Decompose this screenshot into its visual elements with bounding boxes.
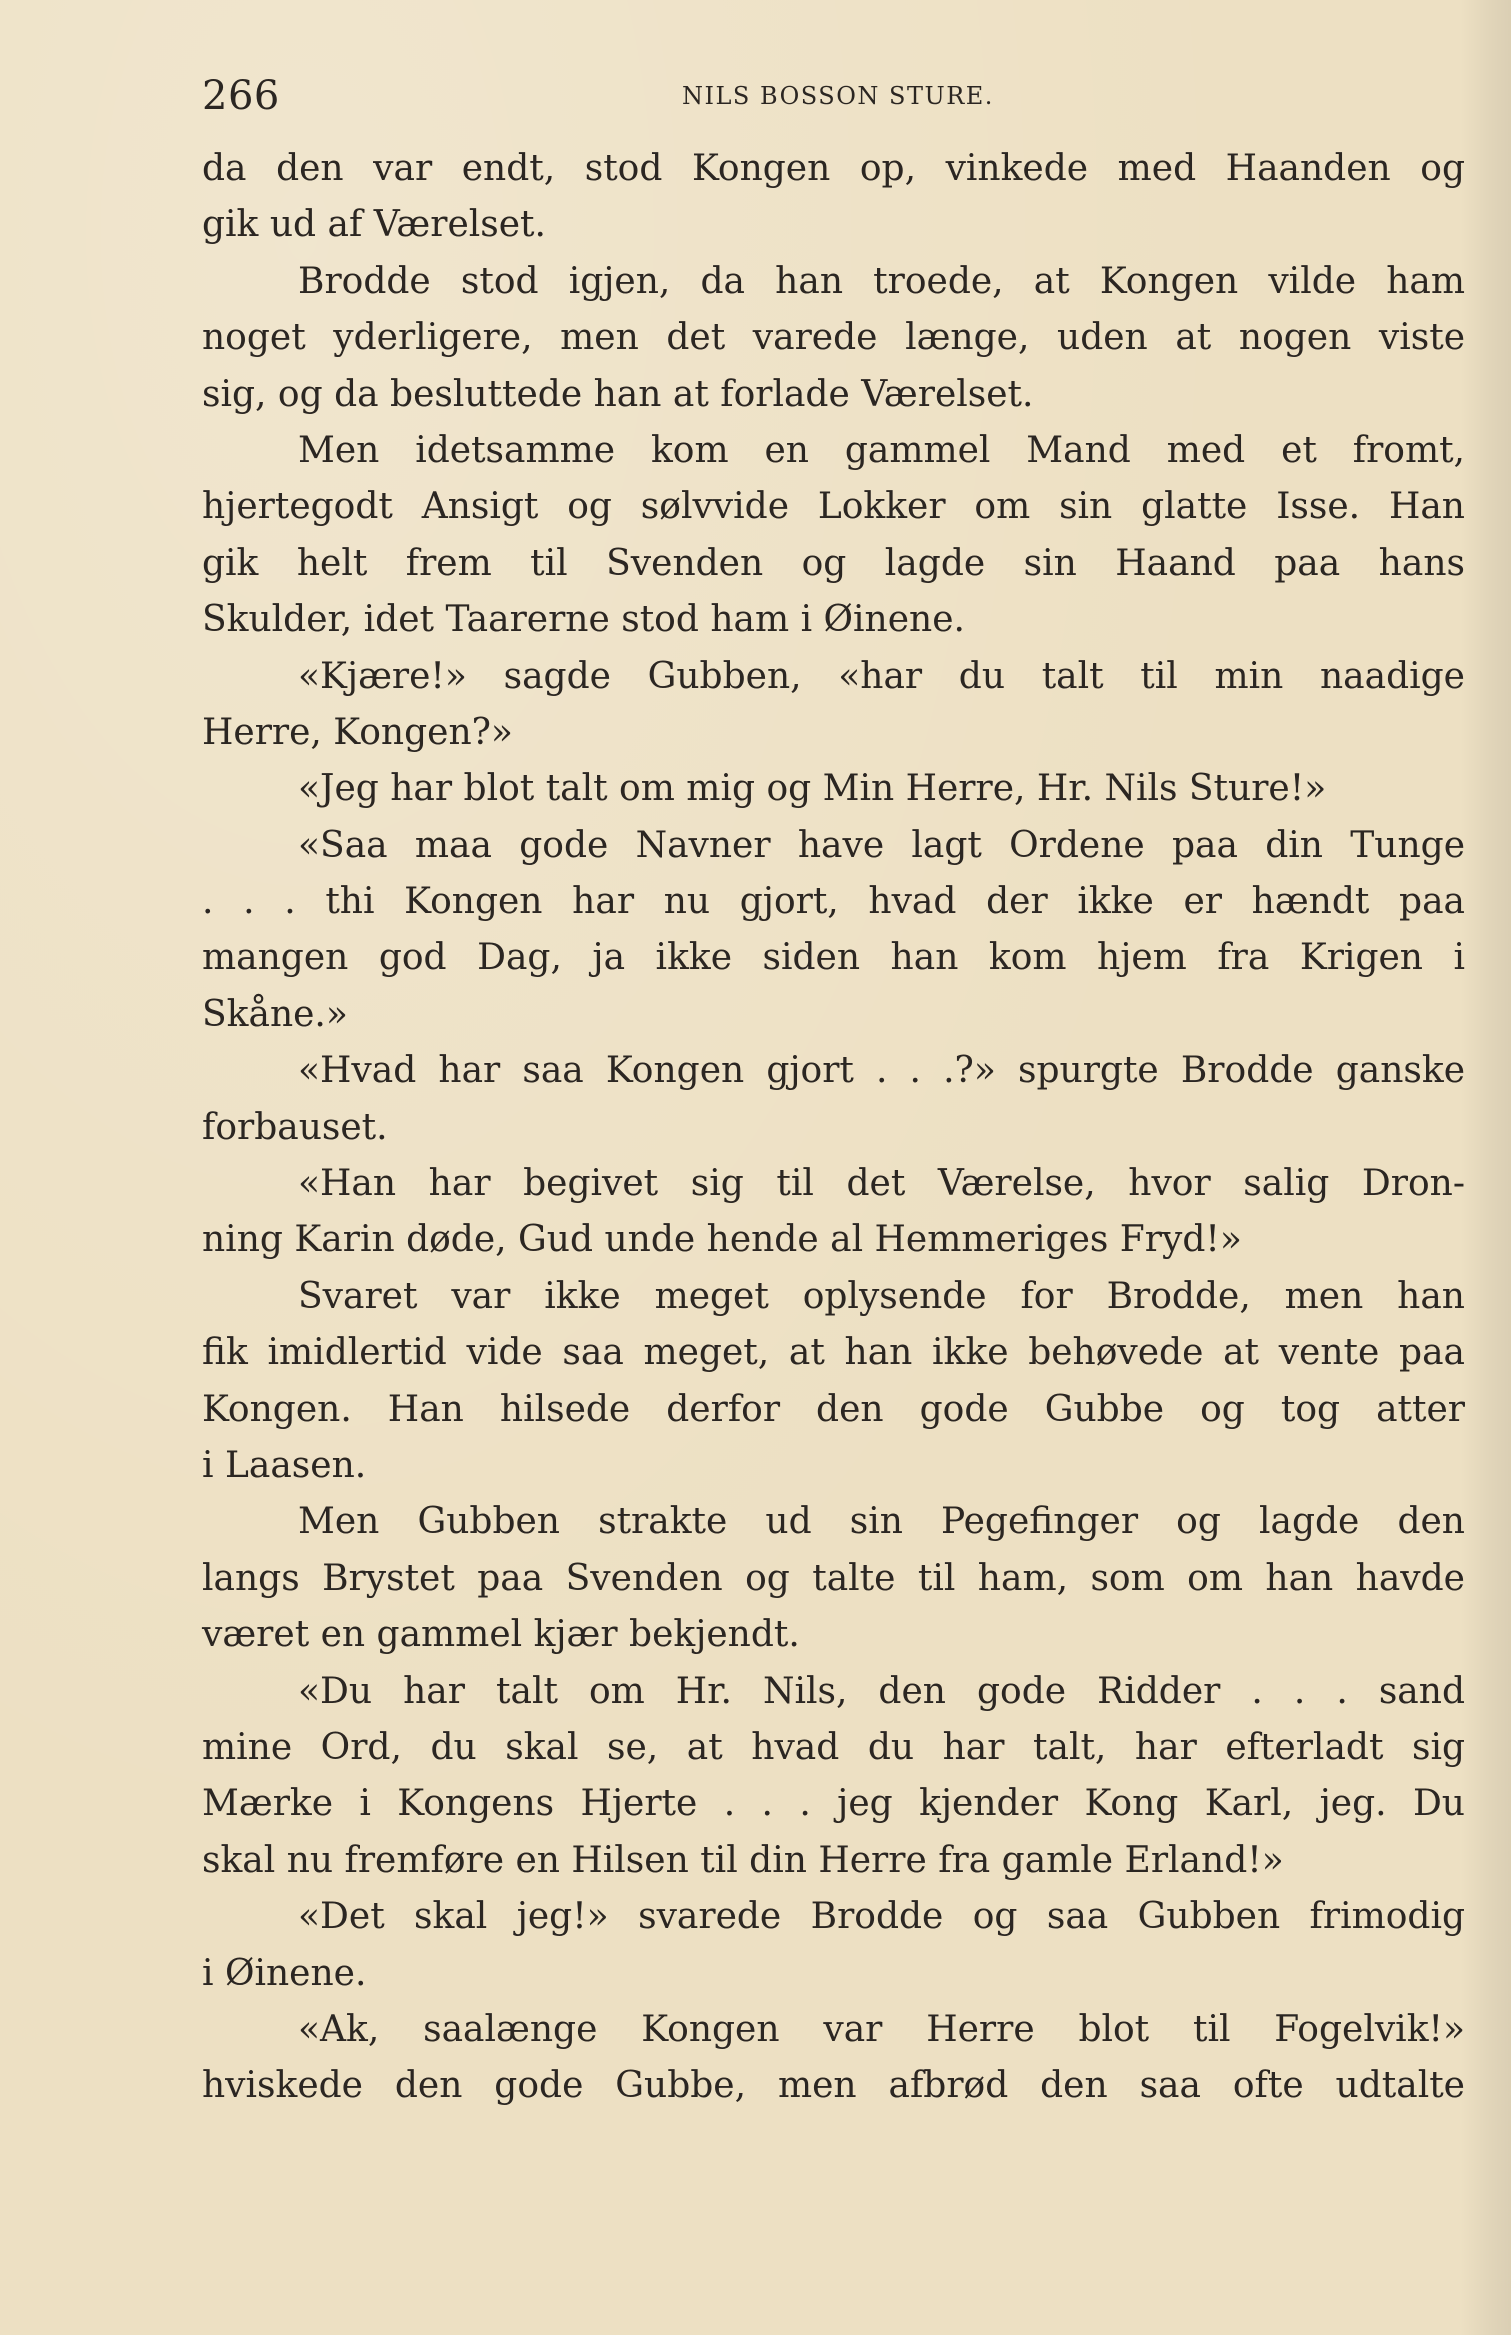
text-line: gik ud af Værelset. [202, 204, 546, 246]
text-line: i Laasen. [202, 1444, 367, 1486]
text-line: «Det skal jeg!» svarede Brodde og saa Gubben frimodig [298, 1896, 1465, 1938]
text-line: Skulder, idet Taarerne stod ham i Øinene. [202, 599, 965, 641]
text-line: mine Ord, du skal se, at hvad du har talt, har efterladt sig [202, 1726, 1465, 1768]
text-line: Brodde stod igjen, da han troede, at Kongen vilde ham [298, 260, 1465, 302]
text-line: forbauset. [202, 1106, 388, 1148]
text-line: «Jeg har blot talt om mig og Min Herre, Hr. Nils Sture!» [298, 768, 1327, 810]
text-line: ning Karin døde, Gud unde hende al Hemmeriges Fryd!» [202, 1219, 1242, 1261]
text-line: «Ak, saalænge Kongen var Herre blot til Fogelvik!» [298, 2008, 1465, 2050]
text-line: langs Brystet paa Svenden og talte til ham, som om han havde [202, 1557, 1465, 1599]
text-line: Mærke i Kongens Hjerte . . . jeg kjender Kong Karl, jeg. Du [202, 1783, 1465, 1825]
text-line: mangen god Dag, ja ikke siden han kom hjem fra Krigen i [202, 937, 1465, 979]
text-line: skal nu fremføre en Hilsen til din Herre fra gamle Erland!» [202, 1839, 1284, 1881]
page-number: 266 [202, 73, 280, 119]
text-line: . . . thi Kongen har nu gjort, hvad der ikke er hændt paa [202, 881, 1465, 923]
text-line: «Hvad har saa Kongen gjort . . .?» spurgte Brodde ganske [298, 1050, 1465, 1092]
text-line: Herre, Kongen?» [202, 711, 513, 753]
text-line: «Kjære!» sagde Gubben, «har du talt til min naadige [298, 655, 1465, 697]
text-line: sig, og da besluttede han at forlade Værelset. [202, 373, 1034, 415]
text-line: været en gammel kjær bekjendt. [202, 1614, 800, 1656]
text-line: Svaret var ikke meget oplysende for Brodde, men han [298, 1275, 1465, 1317]
text-line: hviskede den gode Gubbe, men afbrød den saa ofte udtalte [202, 2065, 1465, 2107]
body-text [202, 141, 1465, 2115]
text-line: Men Gubben strakte ud sin Pegefinger og lagde den [298, 1501, 1465, 1543]
text-line: Kongen. Han hilsede derfor den gode Gubbe og tog atter [202, 1388, 1465, 1430]
text-line: fik imidlertid vide saa meget, at han ikke behøvede at vente paa [202, 1332, 1465, 1374]
text-line: Skåne.» [202, 993, 348, 1035]
text-line: hjertegodt Ansigt og sølvvide Lokker om sin glatte Isse. Han [202, 486, 1465, 528]
text-line: noget yderligere, men det varede længe, uden at nogen viste [202, 317, 1465, 359]
text-line: «Saa maa gode Navner have lagt Ordene paa din Tunge [298, 824, 1465, 866]
text-line: «Du har talt om Hr. Nils, den gode Ridder . . . sand [298, 1670, 1465, 1712]
text-line: gik helt frem til Svenden og lagde sin Haand paa hans [202, 542, 1465, 584]
text-line: i Øinene. [202, 1952, 367, 1994]
text-line: «Han har begivet sig til det Værelse, hvor salig Dron- [298, 1163, 1465, 1205]
page-header [202, 66, 1467, 126]
text-line: Men idetsamme kom en gammel Mand med et fromt, [298, 429, 1465, 471]
running-title: NILS BOSSON STURE. [682, 82, 994, 110]
text-line: da den var endt, stod Kongen op, vinkede med Haanden og [202, 148, 1465, 189]
